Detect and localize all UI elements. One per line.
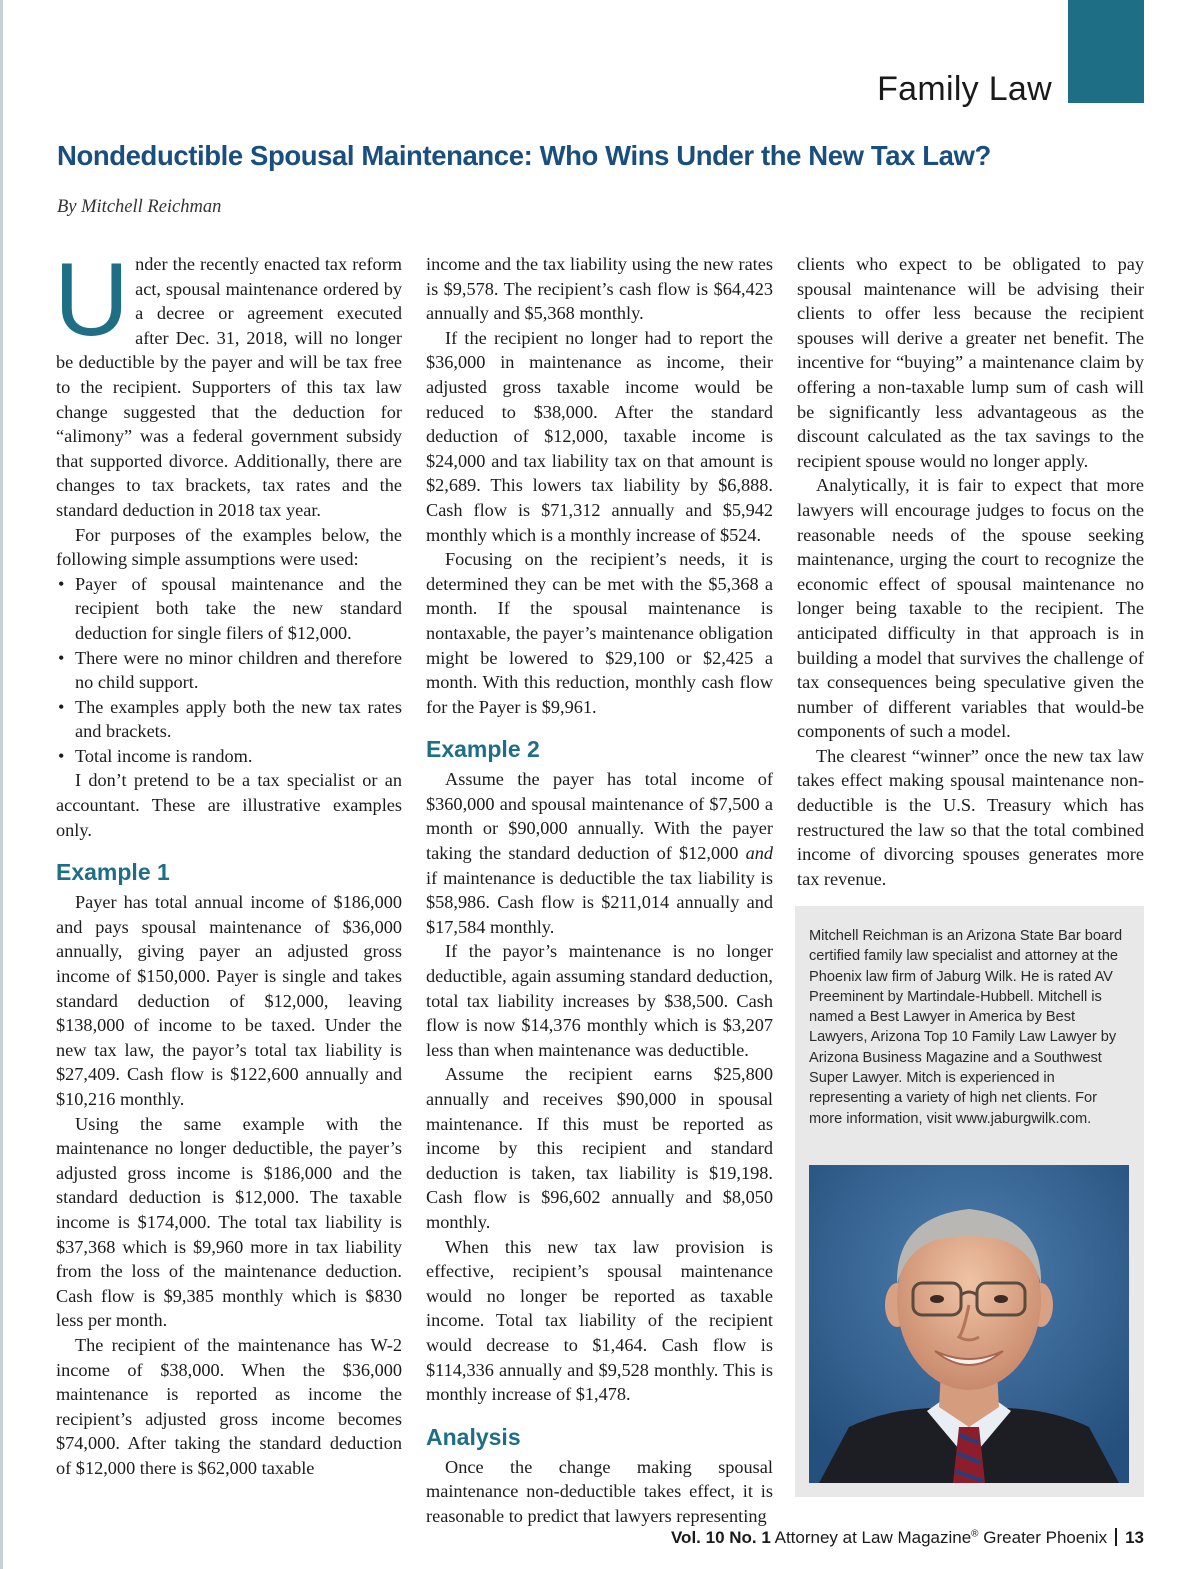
subheading-example-1: Example 1 (56, 859, 170, 886)
registered-mark: ® (971, 1528, 979, 1540)
subheading-example-2: Example 2 (426, 736, 540, 763)
paragraph: Focusing on the recipient’s needs, it is determined they can be met with the $5,368 a month. If the spousal maintenance is nontaxable, the payer’s maintenance obligation might be lowered to $29,100 or $2,425 a month. With this reduction, monthly cash flow for the Payer is $9,961. (426, 549, 773, 717)
assumptions-list (56, 572, 402, 769)
list-item: • Total income is random. (75, 744, 402, 769)
paragraph: Once the change making spousal maintenance non-deductible takes effect, it is reasonable to predict that lawyers representing (426, 1456, 773, 1526)
paragraph: Under the recently enacted tax reform act, spousal maintenance ordered by a decree or agreement executed after Dec. 31, 2018, will no longer be deductible by the payer and will be tax free to the recipient. Supporters of this tax law change suggested that the deduction for “alimony” was a federal government subsidy that supported divorce. Additionally, there are changes to tax brackets, tax rates and the standard deduction in 2018 tax year. (54, 242, 402, 520)
issue-number: Vol. 10 No. 1 (670, 1528, 771, 1547)
footer-divider (1115, 1528, 1117, 1546)
subheading-analysis: Analysis (426, 1423, 521, 1450)
section-color-block (1068, 0, 1144, 103)
author-bio-text: Mitchell Reichman is an Arizona State Bar board certified family law specialist and attorney at the Phoenix law firm of Jaburg Wilk. He is rated AV Preeminent by Martindale-Hubbell. Mitchell is named a Best Lawyer in America by Best Lawyers, Arizona Top 10 Family Law Lawyer by Arizona Business Magazine and a Southwest Super Lawyer. Mitch is experienced in representing a variety of high net clients. For more information, visit www.jaburgwilk.com. (809, 928, 1123, 1127)
paragraph: When this new tax law provision is effective, recipient’s spousal maintenance would no longer be reported as taxable income. Total tax liability of the recipient would decrease to $1,464. Cash flow is $114,336 annually and $9,528 monthly. This is monthly increase of $1,478. (426, 1236, 773, 1405)
paragraph: Using the same example with the maintenance no longer deductible, the payer’s adjusted gross income is $186,000 and the standard deduction is $12,000. The taxable income is $174,000. The total tax liability is $37,368 which is $9,960 more in tax liability from the loss of the maintenance deduction. Cash flow is $9,385 monthly which is $830 less per month. (56, 1113, 402, 1331)
paragraph: I don’t pretend to be a tax specialist or an accountant. These are illustrative examples only. (56, 770, 402, 840)
list-item: • There were no minor children and therefore no child support. (75, 646, 402, 695)
paragraph: If the recipient no longer had to report the $36,000 in maintenance as income, their adjusted gross taxable income would be reduced to $38,000. After the standard deduction of $12,000, taxable income is $24,000 and tax liability tax on that amount is $2,689. This lowers tax liability by $6,888. Cash flow is $71,312 annually and $5,942 monthly which is a monthly increase of $524. (426, 327, 773, 545)
paragraph: Payer has total annual income of $186,000 and pays spousal maintenance of $36,000 annually, giving payer an adjusted gross income of $150,000. Payer is single and takes standard deduction of $12,000, leaving $138,000 of income to be taxed. Under the new tax law, the payor’s total tax liability is $27,409. Cash flow is $122,600 annually and $10,216 monthly. (56, 892, 402, 1109)
author-bio-box (795, 906, 1144, 1497)
article-byline: By Mitchell Reichman (57, 197, 222, 217)
list-item: • Payer of spousal maintenance and the recipient both take the new standard deduction for single filers of $12,000. (75, 572, 402, 646)
magazine-name: Attorney at Law Magazine (774, 1528, 972, 1547)
article-column-3 (797, 252, 1144, 891)
paragraph: If the payor’s maintenance is no longer deductible, again assuming standard deduction, total tax liability increases by $38,500. Cash flow is now $14,376 monthly which is $3,207 less than when maintenance was deductible. (426, 941, 773, 1060)
paragraph: Analytically, it is fair to expect that more lawyers will encourage judges to focus on the reasonable needs of the spouse seeking maintenance, urging the court to recognize the economic effect of spousal maintenance no longer being taxable to the recipient. The anticipated difficulty in that approach is in building a model that survives the challenge of tax consequences being speculative given the number of different variables that would-be components of such a model. (797, 475, 1144, 742)
author-portrait-illustration (809, 1165, 1129, 1483)
edition-name: Greater Phoenix (983, 1528, 1108, 1547)
author-photo (809, 1165, 1129, 1483)
paragraph: The clearest “winner” once the new tax law takes effect making spousal maintenance non-deductible is the U.S. Treasury which has restructured the law so that the total combined income of divorcing spouses generates more tax revenue. (797, 745, 1144, 889)
paragraph: Assume the recipient earns $25,800 annually and receives $90,000 in spousal maintenance. If this must be reported as income by this recipient and standard deduction is taken, tax liability is $19,198. Cash flow is $96,602 annually and $8,050 monthly. (426, 1064, 773, 1232)
section-title: Family Law (877, 70, 1052, 108)
paragraph: clients who expect to be obligated to pay spousal maintenance will be advising their clients to offer less because the recipient spouses will derive a greater net benefit. The incentive for “buying” a maintenance claim by offering a non-taxable lump sum of cash will be significantly less advantageous as the discount calculated as the tax savings to the recipient spouse would no longer apply. (797, 254, 1144, 471)
drop-cap: U (54, 242, 130, 358)
page-number: 13 (1125, 1528, 1144, 1547)
page-footer (671, 1528, 1144, 1548)
page-edge-rule (0, 0, 3, 1569)
paragraph: income and the tax liability using the new rates is $9,578. The recipient’s cash flow is $64,423 annually and $5,368 monthly. (426, 254, 773, 324)
paragraph: The recipient of the maintenance has W-2 income of $38,000. When the $36,000 maintenance is reported as income the recipient’s adjusted gross income becomes $74,000. After taking the standard deduction of $12,000 there is $62,000 taxable (56, 1334, 402, 1478)
article-column-1 (54, 242, 402, 1481)
paragraph: Assume the payer has total income of $360,000 and spousal maintenance of $7,500 a month or $90,000 annually. With the payer taking the standard deduction of $12,000 and if maintenance is deductible the tax liability is $58,986. Cash flow is $211,014 annually and $17,584 monthly. (426, 769, 773, 937)
paragraph: For purposes of the examples below, the following simple assumptions were used: (56, 524, 402, 570)
article-headline: Nondeductible Spousal Maintenance: Who Wins Under the New Tax Law? (57, 140, 991, 171)
article-column-2 (426, 252, 773, 1529)
list-item: • The examples apply both the new tax rates and brackets. (75, 695, 402, 744)
